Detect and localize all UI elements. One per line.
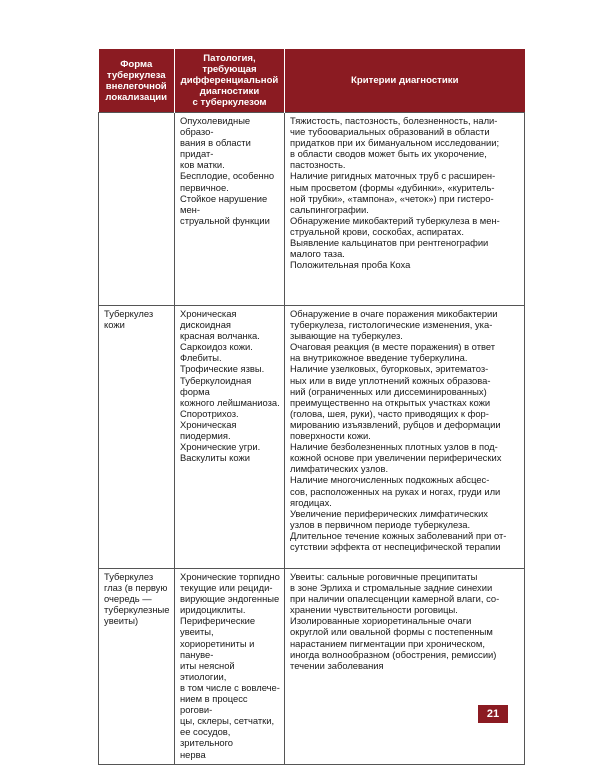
text-line: кожной основе при увеличении периферических xyxy=(290,452,502,464)
text-line: хориоретиниты и пануве- xyxy=(180,637,255,660)
cell-criteria xyxy=(285,113,525,306)
text-line: вания в области придат- xyxy=(180,137,251,160)
text-line: кожного лейшманиоза. xyxy=(180,396,280,408)
text-line: в области сводов может быть их укорочение, xyxy=(290,148,487,160)
cell-pathology xyxy=(175,569,285,765)
cell-form xyxy=(99,113,175,306)
text-line: Очаговая реакция (в месте поражения) в ответ xyxy=(290,341,496,353)
text-line: нарастанием пигментации при хроническом, xyxy=(290,637,485,649)
text-line: с туберкулезом xyxy=(192,97,267,108)
text-line: Наличие ригидных маточных труб с расширен- xyxy=(290,170,496,182)
text-line: в зоне Эрлиха и стромальные задние синехии xyxy=(290,582,493,594)
text-line: Периферические увеиты, xyxy=(180,615,256,638)
cell-criteria xyxy=(285,569,525,765)
text-line: текущие или рециди- xyxy=(180,582,273,594)
text-line: Флебиты. xyxy=(180,352,222,364)
text-line: внелегочной xyxy=(105,80,167,92)
text-line: Туберкулез xyxy=(104,308,154,319)
text-line: Длительное течение кожных заболеваний при от- xyxy=(290,529,507,541)
text-line: Наличие многочисленных подкожных абсцес- xyxy=(290,474,490,486)
text-line: ной трубки», «тампона», «четок») при гистеро- xyxy=(290,192,494,204)
text-line: лимфатических узлов. xyxy=(290,463,389,475)
cell-form xyxy=(99,569,175,765)
diagnostic-criteria-table xyxy=(98,49,525,765)
text-line: поверхности кожи. xyxy=(290,430,371,442)
header-pathology xyxy=(175,49,285,113)
text-line: на внутрикожное введение туберкулина. xyxy=(290,352,468,364)
cell-pathology xyxy=(175,306,285,569)
text-line: Хроническая дискоидная xyxy=(180,308,237,331)
text-line: Стойкое нарушение мен- xyxy=(180,192,268,215)
text-line: кожи xyxy=(104,319,125,331)
text-line: Васкулиты кожи xyxy=(180,452,251,464)
text-line: туберкулезные xyxy=(104,604,170,616)
cell-form xyxy=(99,306,175,569)
text-line: Изолированные хориоретинальные очаги xyxy=(290,615,472,627)
text-line: сов, расположенных на руках и ногах, груди или xyxy=(290,485,501,497)
text-line: вирующие эндогенные xyxy=(180,593,280,605)
text-line: сутствии эффекта от неспецифической терапии xyxy=(290,540,501,552)
text-line: Хроническая пиодермия. xyxy=(180,418,237,442)
text-line: Обнаружение микобактерий туберкулеза в мен- xyxy=(290,214,500,226)
text-line: Положительная проба Коха xyxy=(290,259,411,271)
table-row xyxy=(99,306,525,569)
text-line: иридоциклиты. xyxy=(180,604,246,616)
header-form xyxy=(99,49,175,113)
text-line: округлой или овальной формы с постепенным xyxy=(290,626,493,638)
text-line: зывающие на туберкулез. xyxy=(290,330,403,342)
text-line: Туберкулез xyxy=(104,571,154,582)
text-line: Саркоидоз кожи. xyxy=(180,341,253,353)
text-line: ягодицах. xyxy=(290,496,332,508)
text-line: иногда волнообразном (обострения, ремиссии) xyxy=(290,648,497,660)
text-line: цы, склеры, сетчатки, xyxy=(180,715,275,727)
text-line: очередь — xyxy=(104,593,152,605)
text-line: струальной функции xyxy=(180,214,270,226)
text-line: нием в процесс рогови- xyxy=(180,693,248,716)
text-line: Увеиты: сальные роговичные преципитаты xyxy=(290,571,478,582)
text-line: ний (ограниченных или диссеминированных) xyxy=(290,385,487,397)
text-line: Споротрихоз. xyxy=(180,407,239,419)
text-line: Наличие узелковых, бугорковых, эритематоз- xyxy=(290,363,489,375)
text-line: мированию изъязвлений, рубцов и деформации xyxy=(290,418,501,430)
cell-criteria xyxy=(285,306,525,569)
text-line: первичное. xyxy=(180,181,229,193)
text-line: ным просветом (формы «дубинки», «куритель- xyxy=(290,181,495,193)
text-line: нерва xyxy=(180,748,206,760)
text-line: туберкулеза xyxy=(106,69,166,81)
text-line: Критерии диагностики xyxy=(351,75,459,86)
text-line: диагностики xyxy=(199,86,260,97)
text-line: Патология, требующая xyxy=(202,53,257,75)
text-line: глаз (в первую xyxy=(104,582,168,594)
text-line: ков матки. xyxy=(180,159,225,171)
text-line: Увеличение периферических лимфатических xyxy=(290,507,488,519)
text-line: Наличие безболезненных плотных узлов в под- xyxy=(290,441,498,453)
text-line: ее сосудов, зрительного xyxy=(180,726,234,749)
text-line: ных или в виде уплотнений кожных образова- xyxy=(290,374,491,386)
text-line: чие тубоовариальных образований в области xyxy=(290,126,490,138)
text-line: Опухолевидные образо- xyxy=(180,115,251,138)
text-line: Бесплодие, особенно xyxy=(180,170,275,182)
text-line: сальпингографии. xyxy=(290,203,369,215)
text-line: в том числе с вовлече- xyxy=(180,681,280,693)
text-line: иты неясной этиологии, xyxy=(180,659,235,682)
text-line: преимущественно на открытых участках кожи xyxy=(290,396,491,408)
text-line: струальной крови, соскобах, аспиратах. xyxy=(290,225,464,237)
text-line: хранении чувствительности роговицы. xyxy=(290,604,458,616)
table-header-row xyxy=(99,49,525,113)
text-line: Обнаружение в очаге поражения микобактерии xyxy=(290,308,498,319)
text-line: Тяжистость, пастозность, болезненность, нали- xyxy=(290,115,498,126)
text-line: Выявление кальцинатов при рентгенографии xyxy=(290,237,489,249)
text-line: красная волчанка. xyxy=(180,330,260,342)
text-line: пастозность. xyxy=(290,159,346,171)
table-row xyxy=(99,569,525,765)
text-line: локализации xyxy=(105,91,168,103)
header-criteria xyxy=(285,49,525,113)
table-row xyxy=(99,113,525,306)
cell-pathology xyxy=(175,113,285,306)
text-line: (голова, шея, руки), часто приводящих к фор- xyxy=(290,407,489,419)
text-line: Трофические язвы. xyxy=(180,363,265,375)
text-line: увеиты) xyxy=(104,615,139,627)
text-line: Туберкулоидная форма xyxy=(180,374,252,397)
page-number: 21 xyxy=(478,705,508,723)
text-line: Форма xyxy=(120,58,153,70)
text-line: Хронические угри. xyxy=(180,441,261,453)
text-line: узлов в первичном периоде туберкулеза. xyxy=(290,518,471,530)
text-line: течении заболевания xyxy=(290,659,384,671)
text-line: дифференциальной xyxy=(180,75,279,86)
text-line: придатков при их бимануальном исследовании; xyxy=(290,137,500,149)
text-line: туберкулеза, гистологические изменения, ука- xyxy=(290,319,493,331)
text-line: Хронические торпидно xyxy=(180,571,280,582)
text-line: при наличии опалесценции камерной влаги, со- xyxy=(290,593,500,605)
text-line: малого таза. xyxy=(290,248,345,260)
